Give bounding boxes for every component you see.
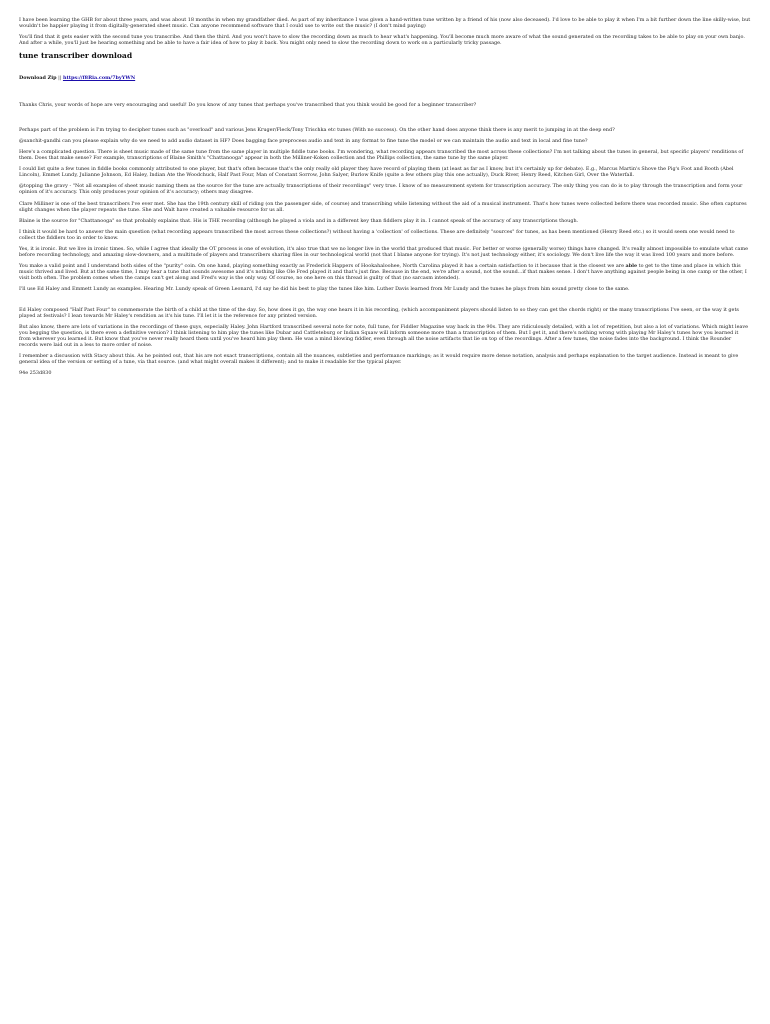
- download-separator: ||: [56, 75, 63, 82]
- document-page: [0, 0, 770, 376]
- comment-paragraph: Blaine is the source for "Chattanooga" so that probably explains that. His is THE recording (although he played a viola and in a different key than fiddlers play it in. I cannot speak of the accuracy of any transcriptions though.: [19, 217, 579, 224]
- able-bold-word: able: [625, 263, 638, 270]
- download-label: Download Zip: [19, 75, 57, 82]
- comment-paragraph: I could list quite a few tunes in fiddle books commonly attributed to one player, but that's often because that's the only really old player they have record of playing them (at least as far as I know, but it's certainly up for debate). E.g., Marcus Martin's Shove the Pig's Foot and Booth (Abel Lincoln), Emmet Lundy, Julianne Johnson, Ed Haley, Indian Ate the Woodchuck, Half Past Four, Man of Constant Sorrow, John Salyer, Burlow Knife (quite a few others play this one actually), Duck River, Henry Reed, Kitchen Girl, Over the Waterfall.: [19, 166, 734, 179]
- comment-paragraph: Here's a complicated question. There is sheet music made of the same tune from the same player in multiple fiddle tune books. I'm wondering, what recording appears transcribed the most across these collections? I'm not talking about the tunes in general, but specific players' renditions of them. Does that make sense? For example, transcriptions of Blaine Smith's "Chattanooga" appear in both the Milliner-Koken collection and the Phillips collection, the same tune by the same player.: [19, 148, 744, 161]
- later-paragraph: I remember a discussion with Stacy about this. As he pointed out, that his are not exact transcriptions, contain all the nuances, subtleties and performance markings; as it would require more dense notation, analysis and perhaps explanation to the target audience. Instead is meant to give general idea of the version or setting of a tune, via that source. (and what might overall makes it different); and to make it readable for the typical player.: [19, 353, 739, 365]
- later-paragraph: But also know, there are lots of variations in the recordings of these guys, especially Haley. John Hartford transcribed several note for note, full tune, for Fiddler Magazine way back in the 90s. They are ridiculously detailed, with a lot of repetition, but also a lot of variations. Which might leave you begging the question, is there even a definitive version? I think listening to him play the tunes like Dubar and Cattleteburg or Indian Squaw will inform someone more than a transcription of them. But I get it, and there's nothing wrong with playing Mr Haley's tunes how you learned it from wherever you learned it. But know that you've never really heard them until you've heard him play them. He was a mind blowing fiddler, even through all the noise artifacts that lie on top of the recordings. After a few tunes, the noise fades into the background. I think the Rounder records were laid out in a less to more order of noise.: [19, 323, 749, 348]
- download-line: [19, 75, 751, 81]
- comment-paragraph: @sanchit-gandhi can you please explain why do we need to add audio dataset in HF? Does bagging face preprocess audio and text in any format to fine tune the model or we can maintain the audio and text in local and fine tune?: [19, 137, 588, 144]
- comment-paragraph: Yes, it is ironic. But we live in ironic times. So, while I agree that ideally the OT process is one of evolution, it's also true that we no longer live in the world that produced that music. For better or worse (generally worse) things have changed. It's really almost impossible to emulate what came before recording technology, and amazing slow-downers, and a multitude of players and transcribers sharing files in our technological world (not that I blame anyone for trying). It's not just technology either, it's sociology. We don't live life the way it was lived 100 years and more before.: [19, 246, 748, 259]
- able-paragraph-after: to get to the time and place in which this music thrived and lived. But at the same time, I may hear a tune that sounds awesome and it's nothing like Ole Fred played it and that's just fine. Because in the end, we're after a sound, not the sound...if that makes sense. I don't have anything against people being in one camp or the other, I visit both often. The problem comes when the camps can't get along and Fred's way is the only way. Of course, no one here on this thread is guilty of that (no sarcasm intended).: [19, 263, 747, 282]
- comment-paragraph: Perhaps part of the problem is I'm trying to decipher tunes such as "overload" and various Jens Kruger/Fleck/Tony Trischka etc tunes (With no success). On the other hand does anyone think there is any merit to jumping in at the deep end?: [19, 126, 615, 133]
- comment-paragraph: I think it would be hard to answer the main question (what recording appears transcribed the most across these collections?) without having a 'collection' of collections. These are definitely "sources" for tunes, as has been mentioned (Henry Reed etc.) so it would seem one would need to collect the fiddlers too in order to know.: [19, 228, 735, 241]
- footer-code: 94e 253d830: [19, 370, 52, 377]
- intro-paragraph-2: You'll find that it gets easier with the second tune you transcribe. And then the third. And you won't have to slow the recording down as much to hear what's happening. You'll become much more aware of what the sound generated on the recording takes to be able to play on your own banjo. And after a while, you'll just be hearing something and be able to have a fair idea of how to play it back. You might only need to slow the recording down to work on a particularly tricky passage.: [19, 34, 745, 47]
- use-paragraph: I'll use Ed Haley and Emmett Lundy as examples. Hearing Mr. Lundy speak of Green Leonard, I'd say he did his best to play the tunes like him. Luther Davis learned from Mr Lundy and the tunes he plays from him sound pretty close to the same.: [19, 286, 630, 293]
- download-link[interactable]: https://f8Ria.com/7byYWN: [62, 75, 136, 82]
- thanks-paragraph: Thanks Chris, your words of hope are very encouraging and useful! Do you know of any tunes that perhaps you've transcribed that you think would be good for a beginner transcriber?: [19, 102, 477, 109]
- intro-paragraph-1: I have been learning the GHB for about three years, and was about 18 months in when my grandfather died. As part of my inheritance I was given a hand-written tune written by a friend of his (now also deceased). I'd love to be able to play it when I'm a bit further down the line skilly-wise, but wouldn't be happier playing it from digitally-generated sheet music. Can anyone recommend software that I could use to write out the music? (I don't mind paying): [19, 17, 751, 29]
- spacer: [19, 114, 751, 127]
- comment-paragraph: Clare Milliner is one of the best transcribers I've ever met. She has the 19th century skill of riding (on the passenger side, of course) and transcribing while listening without the aid of a musical instrument. That's how tunes were collected before there was recorded music. She often captures slight changes when the player repeats the tune. She and Walt have created a valuable resource for us all.: [19, 200, 747, 213]
- later-paragraph: Ed Haley composed "Half Past Four" to commemorate the birth of a child at the time of the day. So, how does it go, the way one hears it in his recording, (which accompaniment players should listen to so they can get the chords right) or the many transcriptions I've seen, or the way it gets played at festivals? I lean towards Mr Haley's rendition as it's his tune. I'll let it is the reference for any printed version.: [19, 306, 739, 319]
- able-paragraph-before: You make a valid point and I understand both sides of the "purity" coin. On one hand, playing something exactly as Frederick Happers of Hookahaloohee, North Carolina played it has a certain satisfaction to it because that is the closest we are: [19, 263, 626, 270]
- spacer: [19, 298, 751, 307]
- page-title: tune transcriber download: [19, 51, 133, 61]
- able-paragraph: [19, 263, 751, 281]
- comment-paragraph: @topping the gravy - "Not all examples of sheet music naming them as the source for the tune are actually transcriptions of their recordings" very true. I know of no measurement system for transcription accuracy. The only thing you can do is to play through the transcription and form your opinion of it's accuracy. This only produces your opinion of it's accuracy; others may disagree.: [19, 183, 743, 196]
